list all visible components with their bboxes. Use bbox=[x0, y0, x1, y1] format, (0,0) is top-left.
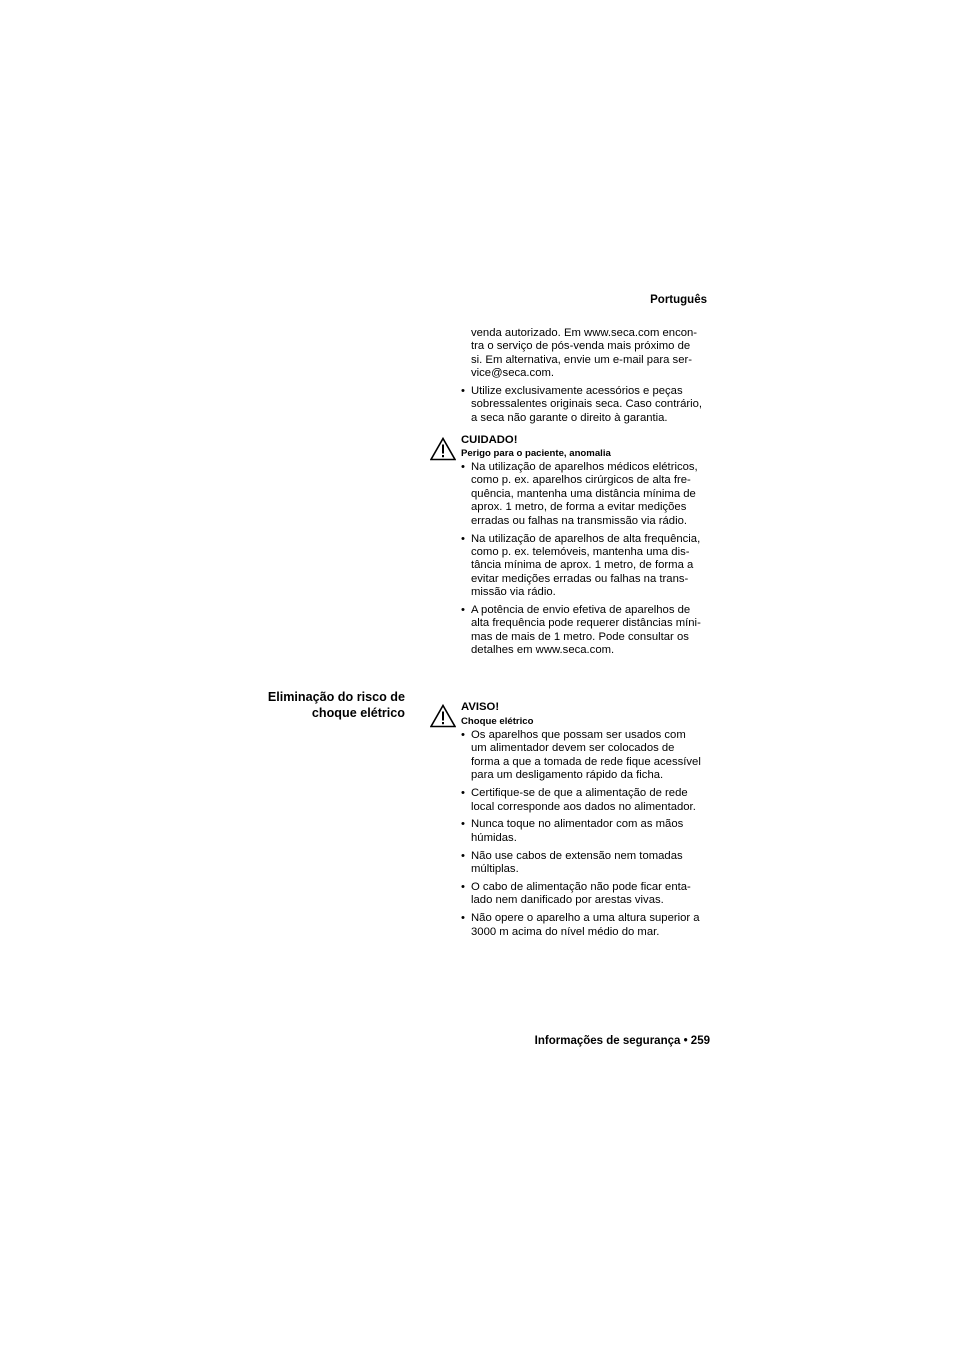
list-item-line: Utilize exclusivamente acessórios e peças bbox=[471, 385, 683, 397]
intro-bullet-list bbox=[461, 385, 721, 430]
list-item-line: Na utilização de aparelhos de alta frequência, bbox=[471, 532, 701, 545]
bullet-marker: • bbox=[461, 787, 465, 800]
intro-line: vice@seca.com. bbox=[471, 367, 555, 380]
caution-subtitle: Perigo para o paciente, anomalia bbox=[461, 448, 611, 459]
caution-bullet-list bbox=[461, 461, 721, 662]
list-item-line: local corresponde aos dados no alimentador. bbox=[471, 800, 696, 813]
list-item bbox=[461, 604, 721, 658]
bullet-marker: • bbox=[461, 849, 465, 862]
list-item-line: erradas ou falhas na transmissão via rádio. bbox=[471, 514, 688, 527]
warning-title: AVISO! bbox=[461, 701, 500, 713]
caution-title: CUIDADO! bbox=[461, 434, 518, 446]
list-item-line: como p. ex. telemóveis, mantenha uma dis- bbox=[471, 545, 690, 558]
warning-bullet-list bbox=[461, 729, 721, 944]
section-heading-line: Eliminação do risco de bbox=[267, 690, 405, 704]
intro-line: tra o serviço de pós-venda mais próximo de bbox=[471, 340, 691, 353]
list-item-line: Não use cabos de extensão nem tomadas bbox=[471, 849, 683, 862]
bullet-marker: • bbox=[461, 385, 465, 397]
list-item bbox=[461, 533, 721, 600]
list-item-line: forma a que a tomada de rede fique acessível bbox=[471, 755, 701, 768]
page-footer: Informações de segurança • 259 bbox=[534, 1035, 710, 1047]
list-item-line: Os aparelhos que possam ser usados com bbox=[471, 729, 686, 741]
bullet-marker: • bbox=[461, 532, 465, 545]
list-item-line: tância mínima de aprox. 1 metro, de forma a bbox=[471, 559, 694, 572]
bullet-marker: • bbox=[461, 881, 465, 894]
list-item-line: Na utilização de aparelhos médicos elétricos, bbox=[471, 461, 698, 473]
bullet-marker: • bbox=[461, 912, 465, 925]
list-item bbox=[461, 787, 721, 814]
warning-triangle-icon bbox=[430, 437, 456, 461]
list-item bbox=[461, 850, 721, 877]
section-heading-line: choque elétrico bbox=[311, 706, 405, 720]
list-item-line: a seca não garante o direito à garantia. bbox=[471, 411, 668, 424]
list-item bbox=[461, 461, 721, 528]
list-item-line: múltiplas. bbox=[471, 863, 519, 876]
list-item-line: A potência de envio efetiva de aparelhos de bbox=[471, 604, 691, 617]
bullet-marker: • bbox=[461, 604, 465, 617]
list-item-line: lado nem danificado por arestas vivas. bbox=[471, 894, 664, 907]
intro-paragraph bbox=[471, 327, 721, 381]
list-item-line: aprox. 1 metro, de forma a evitar medições bbox=[471, 501, 687, 514]
list-item bbox=[461, 818, 721, 845]
warning-subtitle: Choque elétrico bbox=[461, 716, 534, 727]
section-heading bbox=[220, 689, 405, 721]
bullet-marker: • bbox=[461, 818, 465, 831]
list-item bbox=[461, 881, 721, 908]
list-item-line: alta frequência pode requerer distâncias míni- bbox=[471, 617, 701, 630]
intro-line: si. Em alternativa, envie um e-mail para ser- bbox=[471, 353, 692, 366]
list-item-line: Nunca toque no alimentador com as mãos bbox=[471, 818, 684, 831]
list-item-line: evitar medições erradas ou falhas na trans- bbox=[471, 572, 689, 585]
bullet-marker: • bbox=[461, 729, 465, 741]
list-item-line: como p. ex. aparelhos cirúrgicos de alta fre- bbox=[471, 474, 691, 487]
list-item-line: para um desligamento rápido da ficha. bbox=[471, 769, 664, 782]
list-item-line: um alimentador devem ser colocados de bbox=[471, 742, 675, 755]
list-item-line: missão via rádio. bbox=[471, 586, 556, 599]
list-item-line: sobressalentes originais seca. Caso contrário, bbox=[471, 398, 703, 411]
bullet-marker: • bbox=[461, 461, 465, 473]
list-item-line: Não opere o aparelho a uma altura superior a bbox=[471, 912, 700, 925]
list-item-line: detalhes em www.seca.com. bbox=[471, 644, 615, 657]
list-item-line: mas de mais de 1 metro. Pode consultar os bbox=[471, 630, 689, 643]
list-item-line: Certifique-se de que a alimentação de rede bbox=[471, 787, 688, 800]
list-item bbox=[461, 912, 721, 939]
list-item-line: O cabo de alimentação não pode ficar enta- bbox=[471, 881, 691, 894]
intro-line: venda autorizado. Em www.seca.com encon- bbox=[471, 327, 698, 339]
list-item bbox=[461, 385, 721, 425]
list-item-line: 3000 m acima do nível médio do mar. bbox=[471, 925, 660, 938]
warning-triangle-icon bbox=[430, 704, 456, 728]
language-label: Português bbox=[650, 294, 707, 306]
list-item bbox=[461, 729, 721, 783]
list-item-line: húmidas. bbox=[471, 831, 517, 844]
list-item-line: quência, mantenha uma distância mínima de bbox=[471, 487, 696, 500]
